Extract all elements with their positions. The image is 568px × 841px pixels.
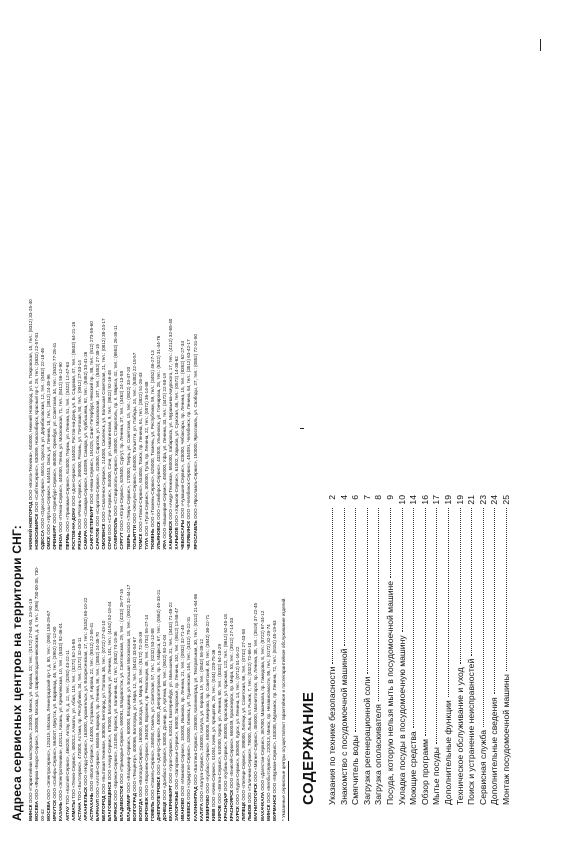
service-center-city: АРХАНГЕЛЬСК: [82, 786, 88, 821]
service-center-address: ООО «Чувашия-Сервис», 428000, Чебоксары, пр. Ленина, 15, тел.: (8352) 62-27-34: [180, 340, 186, 519]
service-center-city: ЗАПОРОЖЬЕ: [174, 790, 180, 821]
service-center-city: ЛИПЕЦК: [241, 801, 247, 821]
service-center-address: ООО «Оренбург-Сервис», 460000, Оренбург, ул. Советская, 34, тел.: (3532) 77-28-41: [52, 342, 58, 524]
service-center-city: КАЗАНЬ: [58, 802, 64, 821]
contents-leader-dots: [402, 508, 403, 632]
service-center-city: САРАТОВ: [95, 527, 101, 550]
contents-leader-dots: [390, 508, 391, 578]
service-center-city: ДОНЕЦК: [162, 801, 168, 821]
service-center-city: ПЕРМЬ: [64, 533, 70, 550]
service-center-city: СУРГУТ: [119, 532, 125, 550]
service-center-address: ООО «Амур-Сервис», 675000, Благовещенск, ул. Ленина, 101, тел.: (4162) 52-18-44: [107, 601, 113, 781]
service-center-city: МУРМАНСК: [271, 794, 277, 821]
contents-item: [466, 495, 478, 805]
service-center-address: ООО «Гомель-Сервис», 246050, Гомель, ул. Советская, 57, тел.: (0232) 53-12-88: [149, 628, 155, 801]
contents-list: [327, 495, 513, 805]
service-center-city: КИЕВ: [210, 808, 216, 821]
service-center-address: ООО «Галичина-Сервис», 79000, Львов, пл. Рынок, 7, тел.: (0322) 72-66-10: [247, 642, 253, 804]
contents-item: [327, 495, 339, 805]
contents-leader-dots: [344, 508, 345, 646]
service-center-city: КАЛУГА: [198, 803, 204, 821]
service-center-address: ООО «Дагестан-Сервис», 367000, Махачкала, пр. Гамидова, 8, тел.: (8722) 67-34-12: [259, 610, 265, 791]
service-center-address: ООО «Томск-Сервис», 634050, Томск, пр. Ленина, 61, тел.: (3822) 51-26-43: [137, 372, 143, 533]
service-center-address: ООО «Рязань-Сервис», 390000, Рязань, ул. Почтовая, 50, тел.: (0912) 27-33-14: [76, 360, 82, 530]
service-center-city: ИВАНОВО: [180, 797, 186, 821]
service-center-address: ТОО «Техно-Сервис», 480012, Алматы, ул. Абая, 115, тел.: (3272) 62-15-85: [70, 638, 76, 799]
contents-item: [443, 495, 455, 805]
contents-leader-dots: [425, 508, 426, 736]
service-center-city: АСТАНА: [76, 802, 82, 821]
contents-item: [350, 495, 362, 805]
service-center-address: ООО «Мурман-Сервис», 183038, Мурманск, пр. Ленина, 72, тел.: (8152) 45-19-63: [271, 620, 277, 794]
service-footnote: * Указанные сервисные центры осуществляют гарантийное и послегарантийное обслуживание изделий.: [280, 597, 286, 821]
service-center-city: БЛАГОВЕЩЕНСК: [107, 781, 113, 821]
service-center-address: ООО «Тюмень-Сервис», 625000, Тюмень, ул. Республики, 59, тел.: (3452) 46-27-13: [149, 350, 155, 528]
contents-leader-dots: [506, 508, 507, 671]
contents-item-page: 19: [454, 495, 465, 505]
service-center-address: ООО «Одесса-Сервис», 65014, Одесса, ул. Дерибасовская, 12, тел.: (0482) 22-18-46: [40, 348, 46, 529]
service-center-address: ООО «Запорожье-Сервис», 69000, Запорожье, пр. Ленина, 152, тел.: (0612) 13-58-47: [174, 607, 180, 790]
service-center-entry: [193, 292, 199, 549]
service-center-city: ТУЛА: [143, 537, 149, 550]
contents-item-page: 2: [327, 495, 337, 500]
service-center-address: ТОО «Бытсервис», 473000, Астана, пр. Республики, 34, тел.: (3172) 32-45-11: [76, 637, 82, 801]
service-center-address: ООО «Донбасс-Сервис», 83000, Донецк, ул. Артема, 88, тел.: (0622) 93-12-04: [162, 634, 168, 801]
service-center-city: ОРЕНБУРГ: [52, 524, 58, 550]
service-center-city: ОМСК: [46, 536, 52, 550]
service-center-city: ВЛАДИВОСТОК: [119, 785, 125, 821]
service-center-address: ООО «Норд-Сервис», 163000, Архангельск, ул. Воскресенская, 17, тел.: (8182) 65-10-22: [82, 597, 88, 786]
service-center-city: АЛМАТЫ: [70, 800, 76, 821]
service-center-address: ООО «Электросервис», 125315, Москва, Ленинградский пр-т, д. 80, тел.: (095) 158-29-67: [46, 610, 52, 800]
contents-item: [478, 495, 490, 805]
contents-item-page: 19: [442, 495, 453, 505]
service-center-address: ООО «Симбирск-Сервис», 432000, Ульяновск, ул. Гончарова, 28, тел.: (8422) 31-44-76: [155, 335, 161, 520]
contents-leader-dots: [378, 508, 379, 701]
service-center-address: ООО «Тула-Сервис», 300000, Тула, пр. Ленина, 22, тел.: (0872) 36-14-88: [143, 381, 149, 537]
contents-leader-dots: [471, 508, 472, 656]
contents-item-title: Поиск и устранение неисправностей: [466, 658, 477, 805]
service-center-address: ООО «Удмуртия-Сервис», 426000, Ижевск, ул. Пушкинская, 154, тел.: (3412) 78-22-31: [186, 616, 192, 800]
service-center-city: БАРНАУЛ: [95, 799, 101, 821]
service-center-city: ГОМЕЛЬ: [149, 801, 155, 821]
service-center-address: ООО «Электротехника», 420111, Казань, ул. Кремлевская, 10, тел.: (8432) 92-46-01: [58, 622, 64, 801]
contents-item: [420, 495, 432, 805]
service-center-city: РОСТОВ-НА-ДОНУ: [70, 507, 76, 550]
service-center-address: ООО «Дон-Сервис», 344002, Ростов-на-Дону, ул. Б. Садовая, 47, тел.: (8632) 64-21-18: [70, 321, 76, 507]
contents-item: [385, 495, 397, 805]
service-center-city: УФА: [162, 539, 168, 550]
contents-title: СОДЕРЖАНИЕ: [300, 691, 317, 805]
service-center-city: МИНСК: [28, 804, 33, 821]
contents-item-title: Моющие средства: [408, 731, 419, 805]
service-center-address: ООО «Калуга-Сервис», 248000, Калуга, ул. Кирова, 19, тел.: (0842) 56-38-12: [198, 638, 204, 802]
service-center-address: ООО «Воронеж-Сервис», 394000, Воронеж, пр. Революции, 48, тел.: (0732) 55-27-14: [143, 614, 149, 796]
service-center-city: ИРКУТСК: [52, 799, 58, 821]
service-center-city: ЧЕБОКСАРЫ: [180, 519, 186, 550]
contents-leader-dots: [413, 508, 414, 728]
service-center-address: ООО «Прикамье-Сервис», 614000, Пермь, ул. Ленина, 51, тел.: (3422) 12-47-63: [64, 362, 70, 532]
service-center-address: ООО «Вятка-Сервис», 610000, Киров, ул. Ленина, 80, тел.: (8332) 64-18-29: [216, 643, 222, 804]
service-center-address: ООО «Саратов-Сервис», 410600, Саратов, ул. Московская, 107, тел.: (8452) 27-38-15: [95, 343, 101, 527]
service-center-city: ДНЕПРОПЕТРОВСК: [155, 776, 161, 821]
service-center-city: НОВОСИБИРСК: [34, 513, 40, 550]
service-center-city: ВОРОНЕЖ: [143, 797, 149, 821]
service-center-address: ООО «Югра-Сервис», 628400, Сургут, пр. Ленина, 37, тел.: (3462) 24-13-58: [119, 370, 125, 531]
contents-item-page: 23: [477, 495, 488, 505]
contents-item-page: 4: [338, 495, 349, 500]
service-centers-list: [28, 21, 278, 821]
contents-item-page: 6: [350, 495, 361, 500]
service-center-city: ХАРЬКОВ: [174, 527, 180, 550]
service-center-city: КРАСНОЯРСК: [229, 789, 235, 821]
service-center-city: БРЯНСК: [113, 802, 119, 821]
contents-item-title: Дополнительные сведения: [489, 697, 500, 805]
service-center-address: ООО «Киев-Сервис», 01004, Киев, ул. Крещатик, 29, тел.: (044) 228-75-36: [210, 649, 216, 808]
service-center-city: ЧЕЛЯБИНСК: [186, 520, 192, 550]
service-center-city: САМАРА: [82, 530, 88, 550]
service-center-address: ТОО «Каспий-Сервис», 466200, Актау, мкр. 5, д. 12, тел.: (3292) 43-22-11: [64, 650, 70, 805]
service-center-city: ВЛАДИМИР: [125, 794, 131, 821]
contents-item-page: 25: [500, 495, 511, 505]
contents-item-page: 10: [396, 495, 407, 505]
contents-leader-dots: [355, 508, 356, 732]
contents-item: [431, 495, 443, 805]
corner-mark: [540, 39, 541, 51]
contents-item-title: Сервисная служба: [477, 729, 488, 805]
service-center-address: ООО «Иртыш-Сервис», 644043, Омск, ул. Ленина, 18, тел.: (3812) 24-35-96: [46, 374, 52, 535]
service-center-city: КРАСНОДАР: [223, 792, 228, 821]
service-center-city: СМОЛЕНСК: [101, 523, 107, 550]
service-center-address: ООО «Башкирия-Сервис», 450000, Уфа, ул. Ленина, 33, тел.: (3472) 22-58-19: [162, 373, 168, 539]
service-center-address: ООО «Волга-Сервис», 414000, Астрахань, ул. Кирова, 22, тел.: (8512) 22-55-41: [88, 622, 94, 792]
contents-item: [397, 495, 409, 805]
service-center-address: ООО «Жигули-Сервис», 445000, Тольятти, ул. Победы, 24, тел.: (8482) 22-18-57: [131, 352, 137, 524]
contents-item-title: Укладка посуды в посудомоечную машину: [396, 635, 407, 805]
service-center-address: ООО «Челябинск-Сервис», 454091, Челябинск, пр. Ленина, 64, тел.: (3512) 63-42-17: [186, 339, 192, 520]
service-center-address: ООО «Липецк-Сервис», 398000, Липецк, ул. Советская, 66, тел.: (0742) 27-43-58: [241, 629, 247, 801]
service-center-address: ООО «Енисей-Сервис», 660049, Красноярск, пр. Мира, 53, тел.: (3912) 27-14-33: [229, 617, 235, 789]
service-center-address: ООО «Магнит-Сервис», 455000, Магнитогорск, пр. Ленина, 38, тел.: (3519) 37-22-45: [253, 602, 259, 782]
service-center-address: ООО «Белбытсервис», 220013, Минск, пр. Независимости, 95, тел.: (0172) 32-28-74: [265, 624, 271, 804]
contents-item-title: Смягчитель воды: [350, 735, 361, 805]
contents-item: [455, 495, 467, 805]
contents-item-page: 8: [373, 495, 384, 500]
contents-item-page: 17: [431, 495, 442, 505]
service-center-city: ОДЕССА: [40, 529, 46, 550]
service-center-city: МАХАЧКАЛА: [259, 791, 265, 821]
service-center-address: ООО «Днепр-Сервис», 49000, Днепропетровск, пр. К. Маркса, 67, тел.: (0562) 45-33-21: [155, 589, 161, 776]
service-center-address: ООО «Харьков-Сервис», 61002, Харьков, ул. Сумская, 46, тел.: (0572) 14-38-62: [174, 356, 180, 526]
contents-item-title: Дополнительные функции: [442, 700, 453, 805]
service-center-city: КАЛИНИНГРАД: [192, 786, 198, 821]
service-center-address: ООО «Техцентр», 400066, Волгоград, ул. Мира, 12, тел.: (8442) 33-54-67: [131, 637, 137, 792]
service-center-city: МАГНИТОГОРСК: [253, 783, 259, 821]
contents-item-title: Загрузка ополаскивателя: [373, 704, 384, 805]
service-center-city: ТЮМЕНЬ: [149, 528, 155, 550]
service-center-address: ООО «Владимир-Сервис», 600000, Владимир, ул. Большая Московская, 18, тел.: (0922) 32-44-17: [125, 584, 131, 794]
service-center-city: АКТАУ: [64, 806, 70, 821]
contents-item: [339, 495, 351, 805]
service-center-city: АСТРАХАНЬ: [88, 792, 94, 821]
service-center-city: НИЖНИЙ НОВГОРОД: [28, 501, 33, 550]
contents-item-page: 16: [419, 495, 430, 505]
service-center-address: ООО «Сочи-Сервис», 354000, Сочи, ул. Навагинская, 9, тел.: (8622) 92-16-48: [107, 370, 113, 536]
contents-item-title: Посуда, которую нельзя мыть в посудомоечной машине: [384, 580, 395, 805]
service-center-city: ВОЛОГДА: [137, 798, 143, 821]
contents-section: [300, 65, 550, 805]
contents-item-page: 14: [408, 495, 419, 505]
contents-item: [362, 495, 374, 805]
contents-item-title: Загрузка регенерационной соли: [361, 676, 372, 805]
service-center-address: ООО «Фирма «Бюро-Сервис», 109088, Москва, ул. Шарикоподшипниковская, д. 4, тел.: (095) 730-00-35, 730-00-42: [34, 566, 46, 821]
contents-item-title: Указания по технике безопасности: [327, 666, 337, 805]
service-center-city: ТВЕРЬ: [125, 534, 131, 550]
contents-leader-dots: [448, 508, 449, 697]
section-divider: [288, 761, 289, 821]
service-center-address: ООО «Тверь-Сервис», 170000, Тверь, ул. Советская, 15, тел.: (0822) 33-47-20: [125, 366, 131, 533]
contents-item-title: Обзор программ: [419, 739, 430, 805]
service-center-city: САНКТ-ПЕТЕРБУРГ: [88, 505, 94, 550]
service-center-city: СТАВРОПОЛЬ: [113, 517, 119, 550]
service-center-address: ООО «Алтай-Сервис», 656049, Барнаул, пр. Ленина, 56, тел.: (3852) 24-35-70: [95, 632, 101, 798]
service-center-city: ВОЛГОГРАД: [131, 792, 137, 821]
service-center-address: ООО «Приморье-Сервис», 690091, Владивосток, ул. Светланская, 29, тел.: (4232) 26-77-15: [119, 588, 125, 785]
service-center-address: ООО «Курск-Сервис», 305000, Курск, ул. Ленина, 14, тел.: (0712) 51-16-22: [235, 646, 241, 805]
service-center-address: ООО «Кубань-Сервис», 350000, Краснодар, ул. Красная, 122, тел.: (8612) 62-45-18: [223, 614, 228, 792]
service-center-city: ХАБАРОВСК: [168, 521, 174, 550]
contents-item-page: 7: [361, 495, 372, 500]
service-center-city: МОСКВА: [46, 801, 52, 821]
service-center-city: МОСКВА: [34, 801, 40, 821]
service-center-entry: [34, 564, 46, 821]
service-center-address: ООО «Нева-Сервис», 191025, Санкт-Петербург, Невский пр., 88, тел.: (812) 273-55-60: [88, 321, 94, 505]
service-center-address: ООО «Брянск-Сервис», 241050, Брянск, ул. Калинина, 42, тел.: (0832) 74-15-36: [113, 631, 119, 801]
contents-leader-dots: [367, 508, 368, 674]
service-center-address: ООО «Пенза-Сервис», 440000, Пенза, ул. Московская, 71, тел.: (8412) 56-12-90: [58, 362, 64, 533]
service-center-city: БЕЛГОРОД: [101, 795, 107, 821]
service-center-city: ЯРОСЛАВЛЬ: [192, 520, 198, 550]
service-center-address: ООО «Вологда-Сервис», 160000, Вологда, ул. Мира, 30, тел.: (8172) 72-25-39: [137, 631, 143, 798]
service-center-city: СОЧИ: [107, 536, 113, 550]
service-center-city: КЕМЕРОВО: [204, 794, 210, 821]
service-center-address: ООО «Бытовая техника», 308000, Белгород, ул. Попова, 36, тел.: (0722) 27-43-10: [101, 620, 107, 795]
contents-leader-dots: [494, 508, 495, 694]
service-center-address: ООО «Ярославль-Сервис», 150000, Ярославль, ул. Свободы, 27, тел.: (0852) 72-31-50: [192, 334, 198, 520]
contents-item-title: Монтаж посудомоечной машины: [500, 674, 511, 805]
service-center-address: ООО «Балтика-Сервис», 236000, Калининград, ул. Театральная, 30, тел.: (0112) 21-64-86: [192, 593, 198, 786]
contents-item-title: Мытье посуды: [431, 747, 442, 805]
contents-leader-dots: [436, 508, 437, 744]
contents-leader-dots: [460, 508, 461, 664]
service-center-address: ООО «Гарантийная мастерская», 220030, Минск, ул. Кирова, 23; тел.: (0172) 27-64-93, 23-92-19: [28, 598, 33, 804]
service-center-city: ЕКАТЕРИНБУРГ: [168, 784, 174, 821]
service-center-city: УЛЬЯНОВСК: [155, 521, 161, 550]
service-center-address: ООО «Урал-Сервис», 620014, Екатеринбург, ул. Малышева, 31, тел.: (3432) 71-48-22: [168, 602, 174, 784]
contents-item: [408, 495, 420, 805]
service-center-address: ООО «Иваново-Сервис», 153000, Иваново, пр. Ленина, 21, тел.: (0932) 32-71-45: [180, 624, 186, 797]
service-center-city: ИЖЕВСК: [186, 801, 192, 821]
contents-leader-dots: [332, 508, 333, 664]
service-center-address: ООО «Сибтехсервис», 630099, Новосибирск, Красный пр-т, 29, тел.: (3832) 22-57-81: [34, 332, 40, 513]
service-center-city: ПЕНЗА: [58, 533, 64, 550]
contents-item: [501, 495, 513, 805]
contents-item-title: Техническое обслуживание и уход: [454, 667, 465, 805]
service-center-city: ТОЛЬЯТТИ: [131, 524, 137, 550]
service-center-city: ТОМСК: [137, 533, 143, 550]
edge-mark: [300, 428, 304, 429]
service-centers-section: [10, 21, 280, 821]
contents-item-title: Знакомство с посудомоечной машиной: [338, 648, 349, 805]
service-center-entry: [272, 564, 278, 821]
contents-leader-dots: [483, 508, 484, 727]
service-center-address: ООО «Ставрополь-Сервис», 355000, Ставрополь, пр. К. Маркса, 42, тел.: (8652) 26-35-11: [113, 325, 119, 517]
service-center-address: ООО «Кузбасс-Сервис», 650000, Кемерово, пр. Советский, 40, тел.: (3842) 36-22-71: [204, 614, 210, 794]
contents-item: [373, 495, 385, 805]
service-center-city: МИНСК: [265, 804, 271, 821]
contents-item: [489, 495, 501, 805]
service-center-city: ЛЬВОВ: [247, 804, 253, 821]
service-center-city: КУРСК: [235, 806, 241, 821]
contents-item-page: 21: [466, 495, 477, 505]
service-center-address: ООО «Волга-Техника», 603000, Нижний Новгород, ул. Б. Покровская, 15, тел.: (8312) 33-25-40: [28, 299, 33, 501]
contents-item-page: 9: [384, 495, 395, 500]
contents-item-page: 24: [489, 495, 500, 505]
service-center-city: КИРОВ: [216, 805, 222, 821]
service-center-address: ООО «Амур-Техника», 680000, Хабаровск, ул. Муравьева-Амурского, 17, тел.: (4212) 32-65-40: [168, 318, 174, 520]
service-center-address: ООО «Самара-Сервис», 443099, Самара, ул. Куйбышева, 92, тел.: (8462) 33-41-26: [82, 351, 88, 529]
service-center-city: РЯЗАНЬ: [76, 530, 82, 550]
service-centers-title: Адреса сервисных центров на территории СНГ:: [10, 525, 24, 821]
service-center-address: ООО «Смоленск-Сервис», 214000, Смоленск, ул. Большая Советская, 21, тел.: (0812) 38-24-17: [101, 318, 107, 523]
service-center-address: ООО «Сибирь-Сервис», 664047, Иркутск, ул. Баррикад, 46, тел.: (3952) 24-12-00: [52, 626, 58, 799]
